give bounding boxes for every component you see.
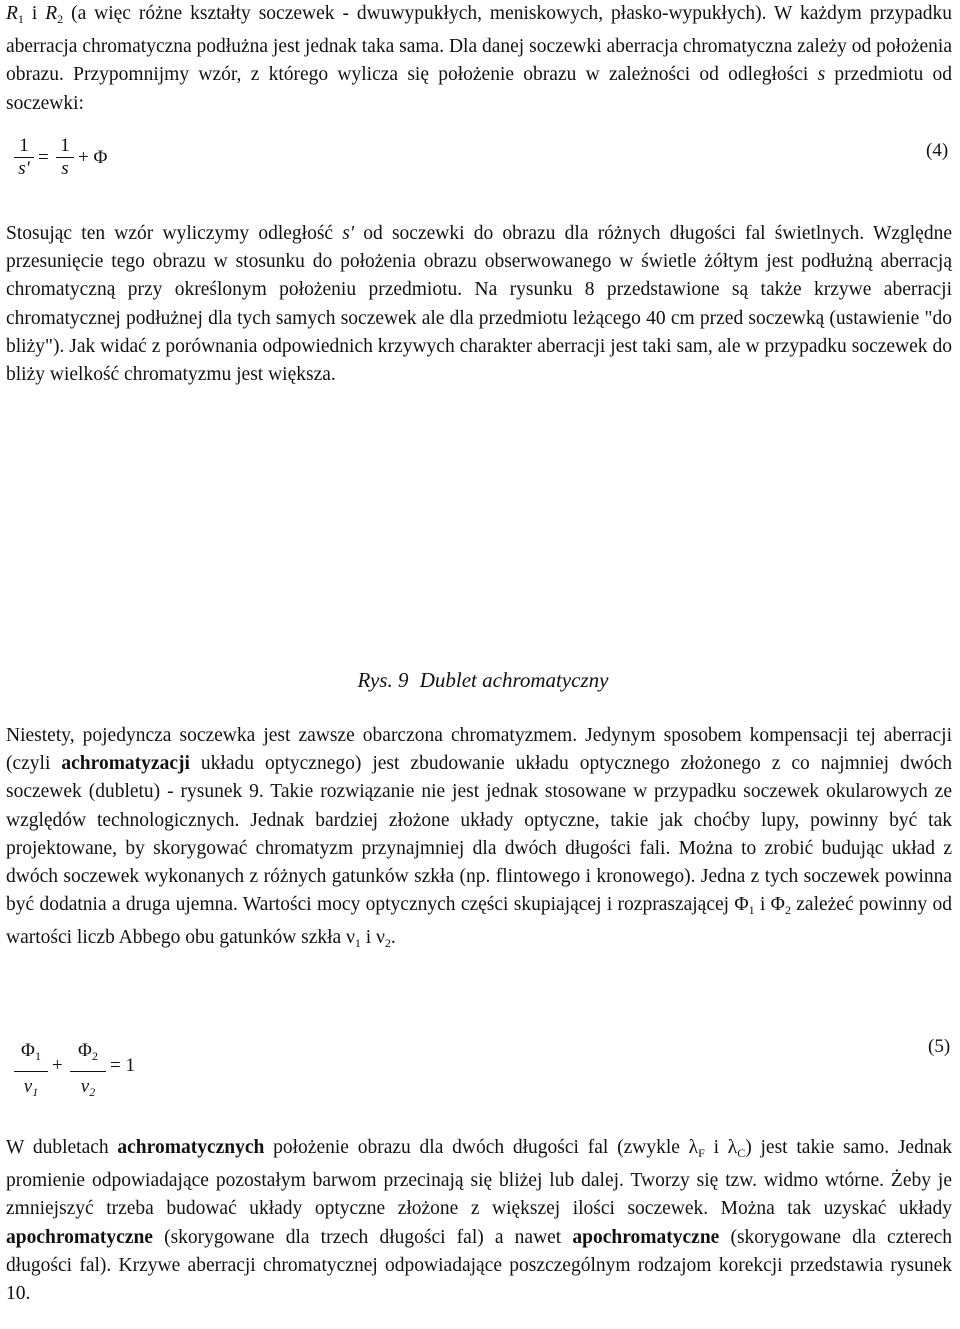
eq4-number: (4) [926,140,949,161]
nu1-subscript: 1 [354,936,361,951]
r1-symbol: R [6,3,18,24]
eq4-fraction-1 [14,135,34,180]
r2-subscript: 2 [57,12,64,26]
eq4-den1: s' [18,158,30,179]
figure-title: Dublet achromatyczny [419,668,609,692]
p4-text-d: ) jest takie samo. Jednak promienie odpowiadające pozostałym barwom przecinają się bliżej lub dalej. Tworzy się tzw. widmo wtórne. Żeby je zmniejszyć trzeba budować układy optyczne złożone z większej ilości soczewek. Można tak uzyskać układy [6,1137,952,1220]
eq5-number: (5) [928,1036,951,1057]
p3-text-e: i ν [360,927,385,949]
eq4-fraction-2 [56,135,74,180]
figure-caption [0,668,960,693]
eq5-rhs: = 1 [110,1055,135,1076]
lambda-f-subscript: F [698,1146,705,1160]
eq4-equals: = [38,147,49,168]
eq5-den1 [14,1076,48,1103]
eq5-nu2-sub: 2 [89,1085,96,1099]
p3-text-c: i Φ [754,894,785,916]
eq5-nu2: ν [80,1076,90,1097]
p2-text-a: Stosując ten wzór wyliczymy odległość [6,223,343,244]
p4-text-c: i λ [704,1137,738,1158]
s-prime-symbol: s' [342,223,355,244]
p3-text-d: zależeć powinny od wartości liczb Abbego obu gatunków szkła ν [6,894,952,949]
eq5-fraction-2 [70,1040,106,1103]
p4-text-f: (skorygowane dla czterech długości fal). Krzywe aberracji chromatycznej odpowiadające poszczególnym rodzajom korekcji przedstawia rysunek 10. [6,1226,952,1305]
eq4-den2: s [61,158,69,179]
eq5-phi2: Φ [78,1040,92,1061]
eq5-num2 [70,1040,106,1067]
figure-9-area [0,440,960,660]
term-apochromatyczne-1: apochromatyczne [6,1226,153,1248]
intro-text: (a więc różne kształty soczewek - dwuwypukłych, meniskowych, płasko-wypukłych). W każdym przypadku aberracja chromatyczna podłużna jest jednak taka sama. Dla danej soczewki aberracja chromatyczna zależy od położenia obrazu. Przypomnijmy wzór, z którego wylicza się położenie obrazu w zależności od odległości [6,3,953,86]
fraction-bar [70,1071,106,1072]
eq4-num2: 1 [60,135,70,156]
p3-text-b: układu optycznego) jest zbudowanie układu optycznego złożonego z co najmniej dwóch soczewek (dubletu) - rysunek 9. Takie rozwiązanie nie jest jednak stosowane w przypadku soczewek okularowych ze względów technologicznych. Jednak bardziej złożone układy optyczne, takie jak choćby lupy, powinny być tak projektowane, by skorygować chromatyzm przynajmniej dla dwóch długości fali. Można to zrobić budując układ z dwóch soczewek wykonanych z różnych gatunków szkła (np. flintowego i kronowego). Jedna z tych soczewek powinna być dodatnia a druga ujemna. Wartości mocy optycznych części skupiającej i rozpraszającej Φ [6,753,952,916]
nu2-subscript: 2 [384,936,391,951]
eq5-phi1: Φ [21,1040,35,1061]
eq5-den2 [70,1076,106,1103]
eq5-phi1-sub: 1 [34,1049,41,1063]
p4-text-a: W dubletach [6,1137,118,1158]
p3-text-a: Niestety, pojedyncza soczewka jest zawsze obarczona chromatyzmem. Jedynym sposobem kompensacji tej aberracji (czyli [6,725,952,775]
eq4-num1: 1 [19,135,29,156]
eq5-nu1-sub: 1 [32,1085,39,1099]
p4-text-e: (skorygowane dla trzech długości fal) a nawet [152,1226,573,1248]
lambda-c-subscript: C [737,1146,746,1160]
term-achromatycznych: achromatycznych [117,1137,265,1158]
figure-label: Rys. 9 [357,668,409,692]
eq5-fraction-1 [14,1040,48,1103]
term-achromatyzacji: achromatyzacji [61,753,190,775]
paragraph-achromatization [6,722,952,958]
term-apochromatyczne-2: apochromatyczne [572,1226,720,1248]
paragraph-chromatic-shift [6,220,952,389]
s-symbol: s [817,64,826,86]
eq5-nu1: ν [23,1076,33,1097]
eq5-num1 [14,1040,48,1067]
eq4-plus-phi: + Φ [78,147,108,168]
phi1-subscript: 1 [748,903,755,918]
eq5-plus: + [52,1055,63,1076]
eq5-phi2-sub: 2 [91,1049,98,1063]
r2-symbol: R [45,3,58,24]
p3-text-f: . [390,927,396,949]
phi2-subscript: 2 [784,903,791,918]
p4-text-b: położenie obrazu dla dwóch długości fal (zwykle λ [264,1137,699,1158]
intro-tail: przedmiotu od soczewki: [6,64,952,114]
conj-text: i [23,3,46,24]
r1-subscript: 1 [17,12,24,26]
paragraph-intro [6,0,952,118]
paragraph-doublets [6,1134,952,1308]
fraction-bar [14,1071,48,1072]
p2-text-b: od soczewki do obrazu dla różnych długości fal świetlnych. Względne przesunięcie tego obrazu w stosunku do położenia obrazu obserwowanego w świetle żółtym jest podłużną aberracją chromatyczną przy określonym położeniu przedmiotu. Na rysunku 8 przedstawione są także krzywe aberracji chromatycznej podłużnej dla tych samych soczewek ale dla przedmiotu leżącego 40 cm przed soczewką (ustawienie "do bliży"). Jak widać z porównania odpowiednich krzywych charakter aberracji jest taki sam, ale w przypadku soczewek do bliży wielkość chromatyzmu jest większa. [6,223,952,386]
